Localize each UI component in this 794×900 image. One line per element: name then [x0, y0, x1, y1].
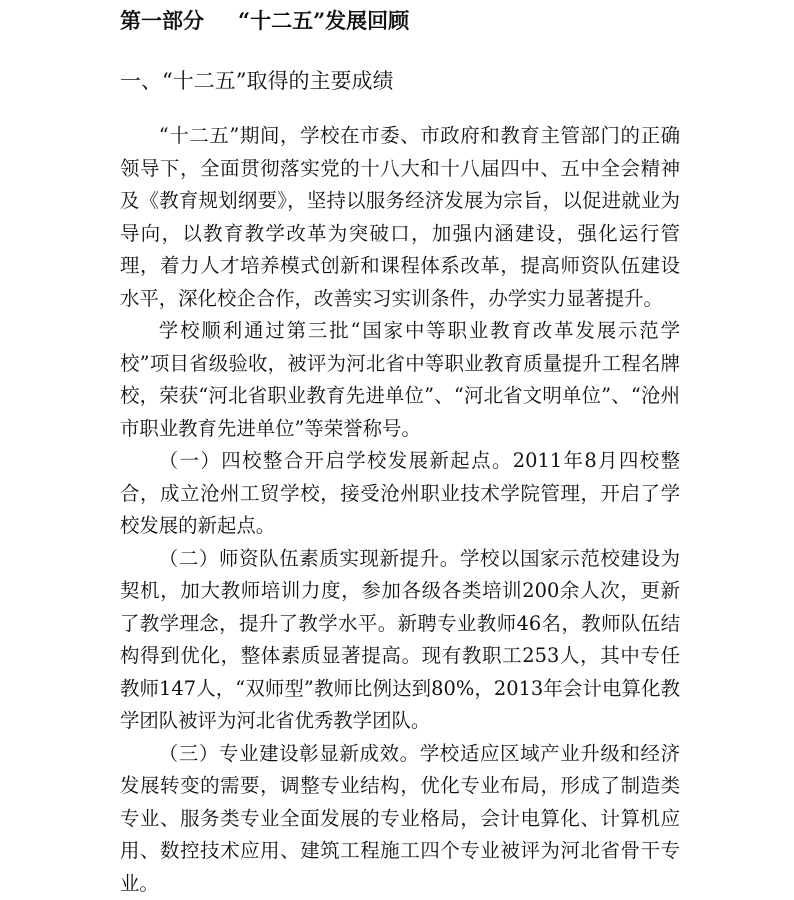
- paragraph-specialties: （三）专业建设彰显新成效。学校适应区域产业升级和经济发展转变的需要，调整专业结构，优化专业布局，形成了制造类专业、服务类专业全面发展的专业格局，会计电算化、计算机应用、数控技术应用、建筑工程施工四个专业被评为河北省骨干专业。: [120, 738, 680, 900]
- part-heading: [120, 6, 409, 36]
- paragraph-faculty: （二）师资队伍素质实现新提升。学校以国家示范校建设为契机，加大教师培训力度，参加各级各类培训200余人次，更新了教学理念，提升了教学水平。新聘专业教师46名，教师队伍结构得到优化，整体素质显著提高。现有教职工253人，其中专任教师147人，“双师型”教师比例达到80%，2013年会计电算化教学团队被评为河北省优秀教学团队。: [120, 543, 680, 738]
- part-heading-text: “十二五”发展回顾: [238, 8, 409, 33]
- paragraph-honors: 学校顺利通过第三批“国家中等职业教育改革发展示范学校”项目省级验收，被评为河北省中等职业教育质量提升工程名牌校，荣获“河北省职业教育先进单位”、“河北省文明单位”、“沧州市职业教育先进单位”等荣誉称号。: [120, 315, 680, 445]
- section-heading: 一、“十二五”取得的主要成绩: [120, 66, 393, 96]
- paragraph-overview: “十二五”期间，学校在市委、市政府和教育主管部门的正确领导下，全面贯彻落实党的十八大和十八届四中、五中全会精神及《教育规划纲要》，坚持以服务经济发展为宗旨，以促进就业为导向，以教育教学改革为突破口，加强内涵建设，强化运行管理，着力人才培养模式创新和课程体系改革，提高师资队伍建设水平，深化校企合作，改善实习实训条件，办学实力显著提升。: [120, 120, 680, 315]
- paragraph-merger: （一）四校整合开启学校发展新起点。2011年8月四校整合，成立沧州工贸学校，接受沧州职业技术学院管理，开启了学校发展的新起点。: [120, 445, 680, 543]
- document-body: [120, 120, 680, 900]
- part-label: 第一部分: [120, 8, 204, 33]
